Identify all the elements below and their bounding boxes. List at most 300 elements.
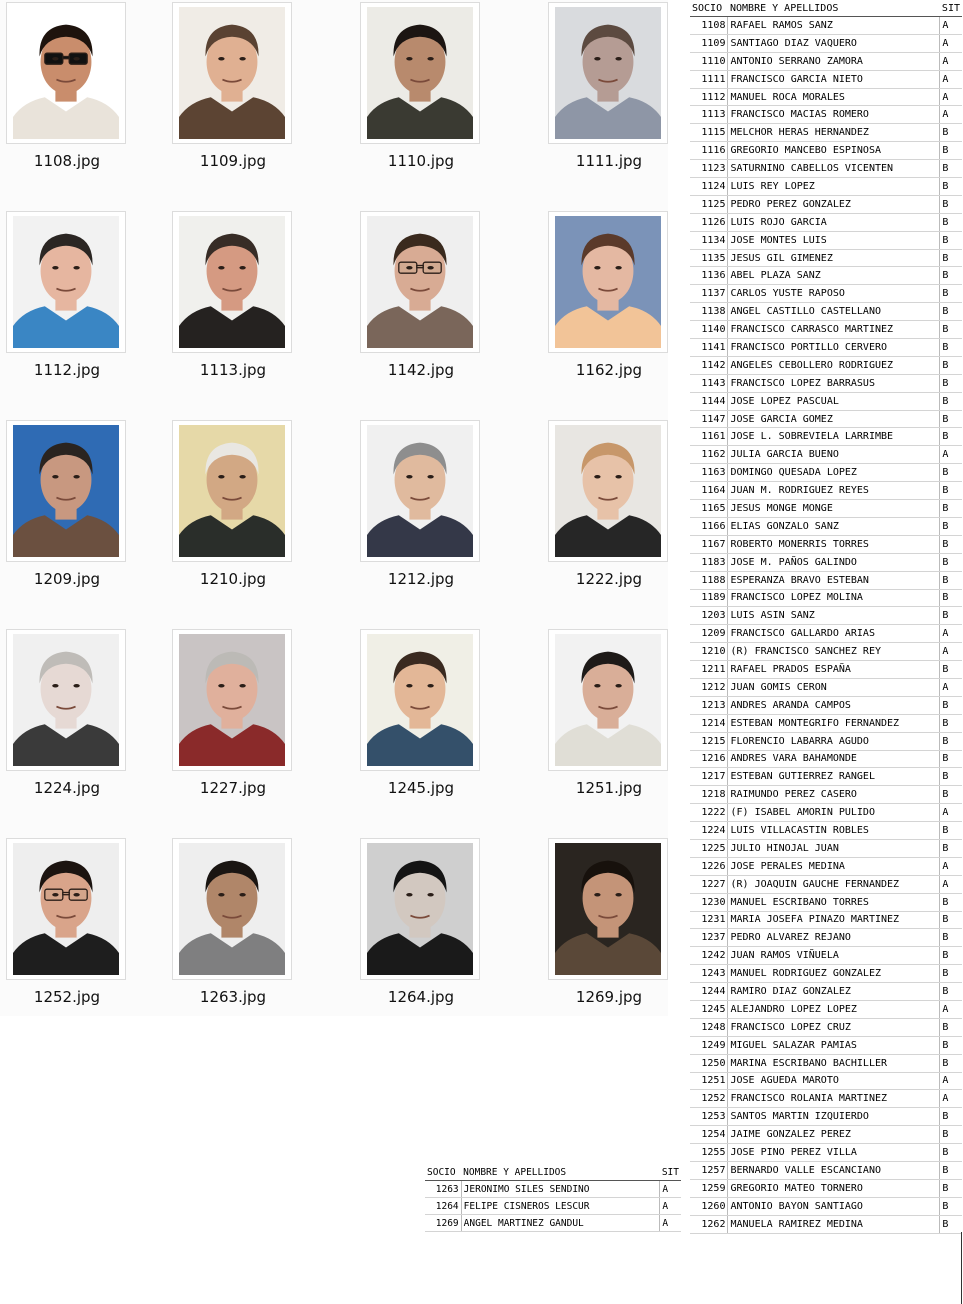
cell-nombre: MIGUEL SALAZAR PAMIAS bbox=[728, 1036, 940, 1054]
photo-filename: 1227.jpg bbox=[199, 779, 267, 797]
cell-sit: B bbox=[940, 1126, 962, 1144]
cell-socio: 1226 bbox=[690, 857, 728, 875]
portrait-image bbox=[13, 216, 119, 348]
cell-socio: 1110 bbox=[690, 52, 728, 70]
cell-socio: 1230 bbox=[690, 893, 728, 911]
table-row bbox=[690, 1036, 962, 1054]
table-row bbox=[690, 106, 962, 124]
cell-sit: B bbox=[940, 1108, 962, 1126]
cell-socio: 1225 bbox=[690, 839, 728, 857]
photo-thumbnail-1162[interactable] bbox=[544, 211, 704, 406]
cell-sit: B bbox=[940, 178, 962, 196]
cell-nombre: ESPERANZA BRAVO ESTEBAN bbox=[728, 571, 940, 589]
table-row bbox=[690, 464, 962, 482]
cell-socio: 1144 bbox=[690, 392, 728, 410]
portrait-image bbox=[367, 7, 473, 139]
cell-nombre: JERONIMO SILES SENDINO bbox=[461, 1181, 660, 1198]
photo-frame bbox=[548, 211, 668, 353]
cell-nombre: JOSE L. SOBREVIELA LARRIMBE bbox=[728, 428, 940, 446]
cell-nombre: JOSE PINO PEREZ VILLA bbox=[728, 1144, 940, 1162]
cell-sit: B bbox=[940, 1054, 962, 1072]
table-row bbox=[690, 356, 962, 374]
cell-sit: B bbox=[940, 768, 962, 786]
cell-sit: B bbox=[940, 661, 962, 679]
cell-sit: B bbox=[940, 124, 962, 142]
table-row bbox=[690, 1126, 962, 1144]
table-row bbox=[690, 589, 962, 607]
table-row bbox=[690, 714, 962, 732]
table-row bbox=[690, 1197, 962, 1215]
table-row bbox=[690, 804, 962, 822]
col-header-sit: SIT bbox=[940, 0, 962, 17]
cell-sit: B bbox=[940, 142, 962, 160]
photo-frame bbox=[360, 420, 480, 562]
photo-frame bbox=[172, 838, 292, 980]
table-row bbox=[690, 839, 962, 857]
cell-socio: 1203 bbox=[690, 607, 728, 625]
table-header-row bbox=[425, 1164, 681, 1181]
cell-sit: A bbox=[660, 1181, 681, 1198]
cell-socio: 1108 bbox=[690, 17, 728, 35]
table-row bbox=[690, 1090, 962, 1108]
cell-sit: B bbox=[940, 822, 962, 840]
cell-socio: 1188 bbox=[690, 571, 728, 589]
table-row bbox=[425, 1181, 681, 1198]
cell-sit: B bbox=[940, 893, 962, 911]
table-row bbox=[690, 428, 962, 446]
cell-socio: 1209 bbox=[690, 625, 728, 643]
cell-sit: A bbox=[660, 1215, 681, 1232]
table-row bbox=[690, 1072, 962, 1090]
cell-socio: 1215 bbox=[690, 732, 728, 750]
table-row bbox=[690, 553, 962, 571]
photo-frame bbox=[548, 2, 668, 144]
cell-socio: 1138 bbox=[690, 303, 728, 321]
table-row bbox=[690, 696, 962, 714]
col-header-nombre: NOMBRE Y APELLIDOS bbox=[461, 1164, 660, 1181]
cell-socio: 1249 bbox=[690, 1036, 728, 1054]
table-row bbox=[690, 124, 962, 142]
cell-socio: 1142 bbox=[690, 356, 728, 374]
cell-sit: B bbox=[940, 500, 962, 518]
cell-socio: 1112 bbox=[690, 88, 728, 106]
cell-nombre: FRANCISCO GARCIA NIETO bbox=[728, 70, 940, 88]
table-row bbox=[690, 374, 962, 392]
cell-sit: B bbox=[940, 965, 962, 983]
cell-socio: 1213 bbox=[690, 696, 728, 714]
table-row bbox=[690, 70, 962, 88]
cell-sit: A bbox=[940, 1090, 962, 1108]
cell-sit: B bbox=[940, 160, 962, 178]
cell-nombre: MANUEL ROCA MORALES bbox=[728, 88, 940, 106]
member-roster-table bbox=[690, 0, 962, 1234]
cell-socio: 1218 bbox=[690, 786, 728, 804]
cell-nombre: LUIS ROJO GARCIA bbox=[728, 213, 940, 231]
cell-sit: A bbox=[940, 70, 962, 88]
cell-socio: 1254 bbox=[690, 1126, 728, 1144]
photo-filename: 1210.jpg bbox=[199, 570, 267, 588]
cell-nombre: ANDRES VARA BAHAMONDE bbox=[728, 750, 940, 768]
photo-frame bbox=[548, 629, 668, 771]
cell-sit: B bbox=[940, 929, 962, 947]
portrait-image bbox=[555, 216, 661, 348]
cell-nombre: GREGORIO MATEO TORNERO bbox=[728, 1179, 940, 1197]
table-row bbox=[690, 607, 962, 625]
cell-nombre: JOSE GARCIA GOMEZ bbox=[728, 410, 940, 428]
table-row bbox=[690, 517, 962, 535]
cell-sit: B bbox=[940, 249, 962, 267]
cell-nombre: JUAN RAMOS VIÑUELA bbox=[728, 947, 940, 965]
cell-socio: 1115 bbox=[690, 124, 728, 142]
portrait-image bbox=[367, 216, 473, 348]
cell-sit: B bbox=[940, 983, 962, 1001]
cell-nombre: RAFAEL RAMOS SANZ bbox=[728, 17, 940, 35]
cell-nombre: RAIMUNDO PEREZ CASERO bbox=[728, 786, 940, 804]
portrait-image bbox=[13, 634, 119, 766]
photo-filename: 1209.jpg bbox=[33, 570, 101, 588]
cell-sit: B bbox=[940, 517, 962, 535]
photo-thumbnail-1113[interactable] bbox=[168, 211, 328, 406]
cell-socio: 1189 bbox=[690, 589, 728, 607]
cell-socio: 1222 bbox=[690, 804, 728, 822]
cell-sit: B bbox=[940, 213, 962, 231]
cell-nombre: JULIA GARCIA BUENO bbox=[728, 446, 940, 464]
table-row bbox=[425, 1215, 681, 1232]
table-row bbox=[690, 321, 962, 339]
cell-nombre: ALEJANDRO LOPEZ LOPEZ bbox=[728, 1000, 940, 1018]
cell-nombre: FRANCISCO CARRASCO MARTINEZ bbox=[728, 321, 940, 339]
photo-thumbnail-1110[interactable] bbox=[356, 2, 516, 197]
photo-frame bbox=[548, 838, 668, 980]
cell-nombre: JESUS MONGE MONGE bbox=[728, 500, 940, 518]
cell-nombre: ROBERTO MONERRIS TORRES bbox=[728, 535, 940, 553]
cell-nombre: (R) FRANCISCO SANCHEZ REY bbox=[728, 643, 940, 661]
cell-socio: 1165 bbox=[690, 500, 728, 518]
cell-sit: B bbox=[940, 732, 962, 750]
cell-nombre: FRANCISCO PORTILLO CERVERO bbox=[728, 339, 940, 357]
portrait-image bbox=[179, 425, 285, 557]
photo-thumbnail-1263[interactable] bbox=[168, 838, 328, 1033]
cell-sit: B bbox=[940, 750, 962, 768]
cell-sit: A bbox=[940, 88, 962, 106]
table-row bbox=[690, 965, 962, 983]
cell-socio: 1259 bbox=[690, 1179, 728, 1197]
cell-socio: 1243 bbox=[690, 965, 728, 983]
cell-socio: 1141 bbox=[690, 339, 728, 357]
table-row bbox=[690, 142, 962, 160]
cell-sit: B bbox=[940, 607, 962, 625]
photo-thumbnail-1269[interactable] bbox=[544, 838, 704, 1033]
table-row bbox=[690, 500, 962, 518]
cell-socio: 1252 bbox=[690, 1090, 728, 1108]
cell-socio: 1227 bbox=[690, 875, 728, 893]
cell-nombre: JESUS GIL GIMENEZ bbox=[728, 249, 940, 267]
cell-nombre: RAFAEL PRADOS ESPAÑA bbox=[728, 661, 940, 679]
cell-sit: B bbox=[940, 303, 962, 321]
table-row bbox=[690, 1018, 962, 1036]
cell-nombre: MANUEL RODRIGUEZ GONZALEZ bbox=[728, 965, 940, 983]
cell-sit: B bbox=[940, 535, 962, 553]
cell-sit: A bbox=[940, 106, 962, 124]
photo-filename: 1162.jpg bbox=[575, 361, 643, 379]
photo-thumbnail-1109[interactable] bbox=[168, 2, 328, 197]
cell-socio: 1224 bbox=[690, 822, 728, 840]
cell-socio: 1136 bbox=[690, 267, 728, 285]
cell-socio: 1251 bbox=[690, 1072, 728, 1090]
cell-sit: B bbox=[940, 553, 962, 571]
cell-sit: B bbox=[940, 285, 962, 303]
photo-filename: 1109.jpg bbox=[199, 152, 267, 170]
photo-frame bbox=[172, 211, 292, 353]
cell-sit: A bbox=[940, 678, 962, 696]
photo-thumbnail-1142[interactable] bbox=[356, 211, 516, 406]
photo-frame bbox=[360, 629, 480, 771]
cell-socio: 1253 bbox=[690, 1108, 728, 1126]
cell-nombre: SANTIAGO DIAZ VAQUERO bbox=[728, 34, 940, 52]
cell-nombre: FRANCISCO LOPEZ BARRASUS bbox=[728, 374, 940, 392]
cell-nombre: JOSE LOPEZ PASCUAL bbox=[728, 392, 940, 410]
photo-thumbnail-1245[interactable] bbox=[356, 629, 516, 824]
cell-socio: 1262 bbox=[690, 1215, 728, 1233]
cell-socio: 1166 bbox=[690, 517, 728, 535]
table-row bbox=[690, 482, 962, 500]
table-row bbox=[690, 267, 962, 285]
photo-thumbnail-1224[interactable] bbox=[2, 629, 162, 824]
cell-socio: 1255 bbox=[690, 1144, 728, 1162]
cell-sit: B bbox=[940, 1144, 962, 1162]
portrait-image bbox=[179, 7, 285, 139]
cell-sit: B bbox=[940, 321, 962, 339]
col-header-nombre: NOMBRE Y APELLIDOS bbox=[728, 0, 940, 17]
cell-socio: 1260 bbox=[690, 1197, 728, 1215]
table-row bbox=[690, 1144, 962, 1162]
cell-nombre: MANUELA RAMIREZ MEDINA bbox=[728, 1215, 940, 1233]
portrait-image bbox=[179, 216, 285, 348]
portrait-image bbox=[367, 843, 473, 975]
photo-frame bbox=[6, 838, 126, 980]
cell-nombre: JOSE AGUEDA MAROTO bbox=[728, 1072, 940, 1090]
portrait-image bbox=[179, 843, 285, 975]
cell-socio: 1183 bbox=[690, 553, 728, 571]
photo-thumbnail-1210[interactable] bbox=[168, 420, 328, 615]
cell-socio: 1147 bbox=[690, 410, 728, 428]
cell-nombre: MARINA ESCRIBANO BACHILLER bbox=[728, 1054, 940, 1072]
cell-nombre: ANTONIO BAYON SANTIAGO bbox=[728, 1197, 940, 1215]
table-row bbox=[690, 929, 962, 947]
portrait-image bbox=[555, 425, 661, 557]
table-row bbox=[690, 178, 962, 196]
table-row bbox=[690, 339, 962, 357]
cell-sit: A bbox=[940, 804, 962, 822]
cell-sit: B bbox=[940, 839, 962, 857]
cell-nombre: PEDRO PEREZ GONZALEZ bbox=[728, 195, 940, 213]
cell-sit: A bbox=[940, 857, 962, 875]
table-row bbox=[690, 1054, 962, 1072]
table-row bbox=[690, 34, 962, 52]
cell-socio: 1242 bbox=[690, 947, 728, 965]
cell-socio: 1111 bbox=[690, 70, 728, 88]
cell-nombre: JOSE PERALES MEDINA bbox=[728, 857, 940, 875]
cell-socio: 1140 bbox=[690, 321, 728, 339]
cell-sit: B bbox=[940, 392, 962, 410]
cell-nombre: LUIS REY LOPEZ bbox=[728, 178, 940, 196]
cell-socio: 1217 bbox=[690, 768, 728, 786]
cell-socio: 1137 bbox=[690, 285, 728, 303]
extra-roster-table bbox=[425, 1164, 681, 1232]
table-row bbox=[690, 52, 962, 70]
cell-nombre: GREGORIO MANCEBO ESPINOSA bbox=[728, 142, 940, 160]
col-header-socio: SOCIO bbox=[425, 1164, 461, 1181]
cell-nombre: BERNARDO VALLE ESCANCIANO bbox=[728, 1162, 940, 1180]
cell-nombre: MANUEL ESCRIBANO TORRES bbox=[728, 893, 940, 911]
portrait-image bbox=[555, 634, 661, 766]
cell-sit: B bbox=[940, 714, 962, 732]
table-row bbox=[690, 410, 962, 428]
table-row bbox=[690, 857, 962, 875]
photo-thumbnail-1227[interactable] bbox=[168, 629, 328, 824]
photo-thumbnail-1209[interactable] bbox=[2, 420, 162, 615]
cell-sit: B bbox=[940, 231, 962, 249]
cell-socio: 1248 bbox=[690, 1018, 728, 1036]
table-row bbox=[690, 1162, 962, 1180]
table-row bbox=[690, 17, 962, 35]
portrait-image bbox=[555, 843, 661, 975]
photo-filename: 1263.jpg bbox=[199, 988, 267, 1006]
table-row bbox=[690, 822, 962, 840]
cell-nombre: DOMINGO QUESADA LOPEZ bbox=[728, 464, 940, 482]
table-row bbox=[690, 446, 962, 464]
cell-nombre: ANTONIO SERRANO ZAMORA bbox=[728, 52, 940, 70]
photo-frame bbox=[172, 2, 292, 144]
cell-sit: B bbox=[940, 410, 962, 428]
cell-socio: 1164 bbox=[690, 482, 728, 500]
cell-sit: B bbox=[940, 356, 962, 374]
cell-nombre: JUAN M. RODRIGUEZ REYES bbox=[728, 482, 940, 500]
cell-nombre: FRANCISCO ROLANIA MARTINEZ bbox=[728, 1090, 940, 1108]
portrait-image bbox=[13, 843, 119, 975]
cell-socio: 1231 bbox=[690, 911, 728, 929]
cell-sit: A bbox=[940, 52, 962, 70]
cell-nombre: ANGEL CASTILLO CASTELLANO bbox=[728, 303, 940, 321]
cell-nombre: (F) ISABEL AMORIN PULIDO bbox=[728, 804, 940, 822]
cell-nombre: SANTOS MARTIN IZQUIERDO bbox=[728, 1108, 940, 1126]
photo-filename: 1212.jpg bbox=[387, 570, 455, 588]
cell-socio: 1264 bbox=[425, 1198, 461, 1215]
photo-frame bbox=[172, 629, 292, 771]
cell-sit: B bbox=[940, 1197, 962, 1215]
photo-filename: 1224.jpg bbox=[33, 779, 101, 797]
cell-sit: B bbox=[940, 482, 962, 500]
col-header-sit: SIT bbox=[660, 1164, 681, 1181]
cell-sit: A bbox=[940, 1000, 962, 1018]
cell-nombre: JAIME GONZALEZ PEREZ bbox=[728, 1126, 940, 1144]
table-row bbox=[690, 732, 962, 750]
cell-nombre: JOSE M. PAÑOS GALINDO bbox=[728, 553, 940, 571]
photo-filename: 1108.jpg bbox=[33, 152, 101, 170]
cell-nombre: FRANCISCO MACIAS ROMERO bbox=[728, 106, 940, 124]
photo-filename: 1112.jpg bbox=[33, 361, 101, 379]
photo-frame bbox=[548, 420, 668, 562]
cell-sit: B bbox=[940, 1036, 962, 1054]
photo-thumbnail-1108[interactable] bbox=[2, 2, 162, 197]
cell-nombre: MARIA JOSEFA PINAZO MARTINEZ bbox=[728, 911, 940, 929]
table-row bbox=[690, 1108, 962, 1126]
cell-socio: 1126 bbox=[690, 213, 728, 231]
cell-nombre: LUIS VILLACASTIN ROBLES bbox=[728, 822, 940, 840]
col-header-socio: SOCIO bbox=[690, 0, 728, 17]
photo-thumbnail-1212[interactable] bbox=[356, 420, 516, 615]
photo-thumbnail-1112[interactable] bbox=[2, 211, 162, 406]
photo-filename: 1111.jpg bbox=[575, 152, 643, 170]
photo-thumbnail-1264[interactable] bbox=[356, 838, 516, 1033]
cell-sit: B bbox=[940, 195, 962, 213]
photo-filename: 1110.jpg bbox=[387, 152, 455, 170]
table-row bbox=[690, 88, 962, 106]
cell-nombre: ESTEBAN MONTEGRIFO FERNANDEZ bbox=[728, 714, 940, 732]
table-row bbox=[690, 983, 962, 1001]
cell-socio: 1134 bbox=[690, 231, 728, 249]
cell-sit: A bbox=[940, 17, 962, 35]
cell-socio: 1162 bbox=[690, 446, 728, 464]
cell-sit: B bbox=[940, 571, 962, 589]
photo-frame bbox=[172, 420, 292, 562]
table-row bbox=[690, 392, 962, 410]
cell-socio: 1216 bbox=[690, 750, 728, 768]
cell-sit: A bbox=[940, 34, 962, 52]
photo-thumbnail-1111[interactable] bbox=[544, 2, 704, 197]
cell-socio: 1269 bbox=[425, 1215, 461, 1232]
cell-nombre: SATURNINO CABELLOS VICENTEN bbox=[728, 160, 940, 178]
photo-thumbnail-1252[interactable] bbox=[2, 838, 162, 1033]
cell-nombre: FELIPE CISNEROS LESCUR bbox=[461, 1198, 660, 1215]
cell-nombre: MELCHOR HERAS HERNANDEZ bbox=[728, 124, 940, 142]
cell-socio: 1116 bbox=[690, 142, 728, 160]
cell-nombre: ELIAS GONZALO SANZ bbox=[728, 517, 940, 535]
cell-sit: A bbox=[940, 643, 962, 661]
table-row bbox=[690, 893, 962, 911]
photo-thumbnail-1251[interactable] bbox=[544, 629, 704, 824]
table-row bbox=[690, 571, 962, 589]
cell-sit: B bbox=[940, 696, 962, 714]
photo-filename: 1245.jpg bbox=[387, 779, 455, 797]
photo-frame bbox=[360, 2, 480, 144]
photo-thumbnail-1222[interactable] bbox=[544, 420, 704, 615]
cell-socio: 1214 bbox=[690, 714, 728, 732]
cell-sit: B bbox=[940, 374, 962, 392]
table-row bbox=[690, 303, 962, 321]
table-row bbox=[690, 786, 962, 804]
cell-socio: 1109 bbox=[690, 34, 728, 52]
cell-socio: 1113 bbox=[690, 106, 728, 124]
photo-frame bbox=[360, 838, 480, 980]
cell-nombre: JULIO HINOJAL JUAN bbox=[728, 839, 940, 857]
cell-socio: 1143 bbox=[690, 374, 728, 392]
cell-nombre: FLORENCIO LABARRA AGUDO bbox=[728, 732, 940, 750]
cell-sit: A bbox=[940, 1072, 962, 1090]
cell-nombre: ANDRES ARANDA CAMPOS bbox=[728, 696, 940, 714]
table-row bbox=[690, 678, 962, 696]
page-edge-divider bbox=[961, 1232, 962, 1304]
table-row bbox=[690, 661, 962, 679]
cell-socio: 1125 bbox=[690, 195, 728, 213]
cell-nombre: (R) JOAQUIN GAUCHE FERNANDEZ bbox=[728, 875, 940, 893]
cell-nombre: ANGEL MARTINEZ GANDUL bbox=[461, 1215, 660, 1232]
cell-nombre: FRANCISCO LOPEZ CRUZ bbox=[728, 1018, 940, 1036]
cell-sit: B bbox=[940, 267, 962, 285]
cell-socio: 1212 bbox=[690, 678, 728, 696]
portrait-image bbox=[179, 634, 285, 766]
cell-nombre: ESTEBAN GUTIERREZ RANGEL bbox=[728, 768, 940, 786]
